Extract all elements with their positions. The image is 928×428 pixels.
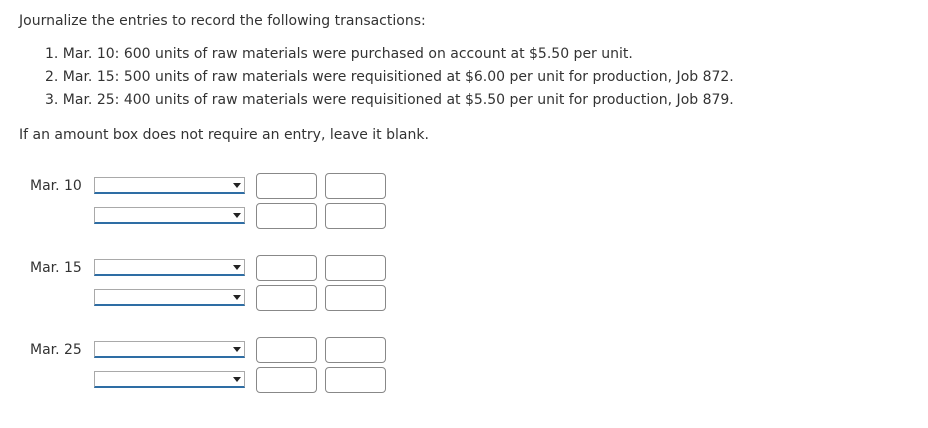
journal-entry-mar-25	[0, 340, 400, 396]
dropdown-arrow-icon	[233, 183, 241, 188]
journal-entry-mar-15	[0, 258, 400, 314]
account-select[interactable]	[94, 371, 245, 388]
dropdown-arrow-icon	[233, 213, 241, 218]
account-select[interactable]	[94, 259, 245, 276]
debit-amount-input[interactable]	[256, 285, 317, 311]
transaction-list	[45, 43, 734, 112]
entry-date-label: Mar. 25	[30, 342, 82, 358]
account-select[interactable]	[94, 177, 245, 194]
blank-entry-note: If an amount box does not require an entry, leave it blank.	[19, 127, 429, 143]
credit-amount-input[interactable]	[325, 173, 386, 199]
credit-amount-input[interactable]	[325, 285, 386, 311]
debit-amount-input[interactable]	[256, 203, 317, 229]
credit-amount-input[interactable]	[325, 203, 386, 229]
debit-amount-input[interactable]	[256, 173, 317, 199]
transaction-item: 1. Mar. 10: 600 units of raw materials were purchased on account at $5.50 per unit.	[45, 46, 633, 62]
transaction-item: 2. Mar. 15: 500 units of raw materials were requisitioned at $6.00 per unit for production, Job 872.	[45, 69, 734, 85]
debit-amount-input[interactable]	[256, 337, 317, 363]
dropdown-arrow-icon	[233, 347, 241, 352]
account-select[interactable]	[94, 341, 245, 358]
instruction-text: Journalize the entries to record the following transactions:	[19, 13, 426, 29]
entry-date-label: Mar. 15	[30, 260, 82, 276]
debit-amount-input[interactable]	[256, 255, 317, 281]
entry-date-label: Mar. 10	[30, 178, 82, 194]
credit-amount-input[interactable]	[325, 367, 386, 393]
dropdown-arrow-icon	[233, 295, 241, 300]
journal-entry-mar-10	[0, 176, 400, 232]
dropdown-arrow-icon	[233, 265, 241, 270]
dropdown-arrow-icon	[233, 377, 241, 382]
account-select[interactable]	[94, 207, 245, 224]
transaction-item: 3. Mar. 25: 400 units of raw materials were requisitioned at $5.50 per unit for production, Job 879.	[45, 92, 734, 108]
account-select[interactable]	[94, 289, 245, 306]
credit-amount-input[interactable]	[325, 255, 386, 281]
debit-amount-input[interactable]	[256, 367, 317, 393]
credit-amount-input[interactable]	[325, 337, 386, 363]
